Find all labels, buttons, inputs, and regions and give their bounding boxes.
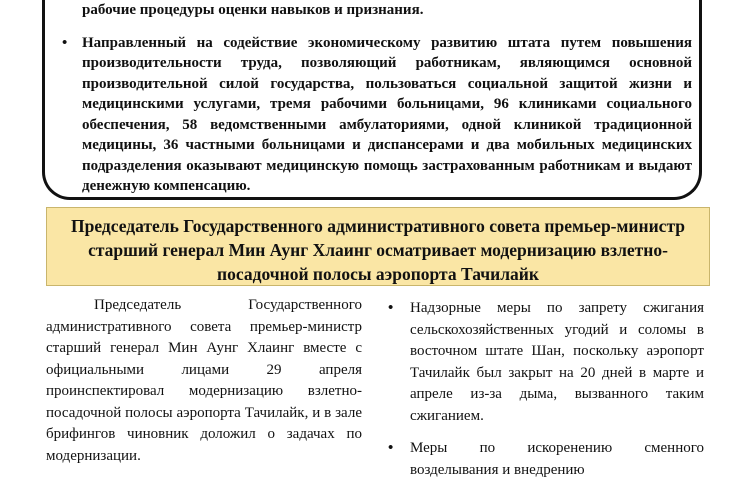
article-right-column <box>386 298 704 492</box>
right-bullet-text-2: Меры по искоренению сменного возделывания и внедрению <box>410 440 704 478</box>
headline-text: Председатель Государственного административного совета премьер-министр старший генерал Мин Аунг Хлаинг осматривает модернизацию взлетно-посадочной полосы аэропорта Тачилайк <box>71 216 685 284</box>
article-left-column <box>46 295 362 467</box>
bullet-symbol: • <box>62 34 68 51</box>
right-bullet-text-1: Надзорные меры по запрету сжигания сельскохозяйственных угодий и соломы в восточном штате Шан, поскольку аэропорт Тачилайк был закрыт на 20 дней в марте и апреле из-за дыма, вызванного таким сжиганием. <box>410 300 704 424</box>
top-bullet-continuation <box>62 0 692 21</box>
top-bullet-list <box>62 0 692 197</box>
top-bullet-item <box>62 33 692 197</box>
right-bullet-item <box>386 438 704 481</box>
left-column-paragraph: Председатель Государственного административного совета премьер-министр старший генерал Мин Аунг Хлаинг вместе с официальными лицами 29 апреля проинспектировал модернизацию взлетно-посадочной полосы аэропорта Тачилайк, и в зале брифингов чиновник доложил о задачах по модернизации. <box>46 297 362 464</box>
right-bullet-item <box>386 298 704 427</box>
top-bullet-text-2: Направленный на содействие экономическому развитию штата путем повышения производительности труда, позволяющий работникам, являющимся основной производительной силой государства, пользоваться социальной защитой жизни и медицинскими услугами, тремя рабочими больницами, 96 клиниками социального обеспечения, 58 ведомственными амбулаториями, одной клиникой традиционной медицины, 36 частными больницами и диспансерами и два мобильных медицинских подразделения оказывают медицинскую помощь застрахованным работникам и выдают денежную компенсацию. <box>82 34 692 194</box>
article-headline <box>46 207 710 286</box>
bullet-symbol: • <box>388 300 394 316</box>
top-bullet-text-1: рабочие процедуры оценки навыков и признания. <box>82 2 424 18</box>
bullet-symbol: • <box>388 440 394 456</box>
